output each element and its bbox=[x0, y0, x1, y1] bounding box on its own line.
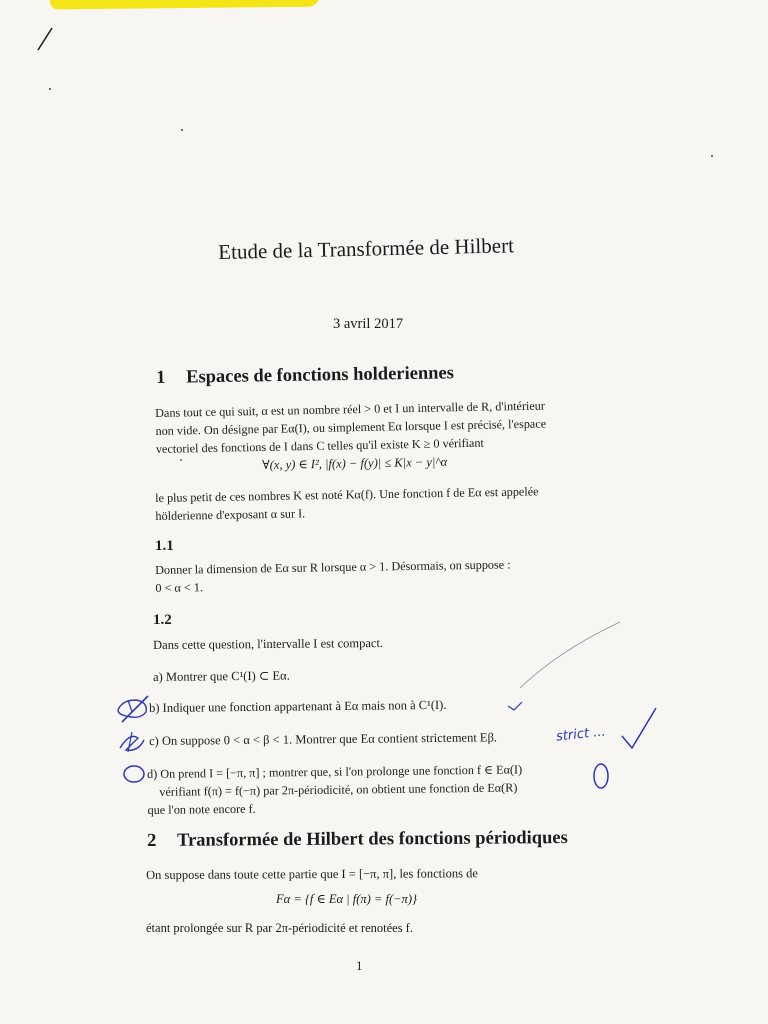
page-number: 1 bbox=[356, 958, 363, 973]
section-1-intro bbox=[155, 396, 596, 458]
section-2-heading bbox=[147, 828, 568, 852]
question-1-2-a: a) Montrer que C¹(I) ⊂ Eα. bbox=[153, 668, 290, 684]
text-line: Dans tout ce qui suit, α est un nombre réel > 0 et I un intervalle de R, d'intérieur bbox=[155, 398, 546, 420]
section-2-intro: On suppose dans toute cette partie que I = [−π, π], les fonctions de bbox=[146, 866, 478, 882]
section-2-number: 2 bbox=[147, 830, 157, 851]
text-line: hölderienne d'exposant α sur I. bbox=[155, 506, 306, 523]
text-line: que l'on note encore f. bbox=[147, 801, 256, 817]
ring-d-icon bbox=[594, 764, 608, 788]
circle-d-icon bbox=[124, 766, 144, 782]
pen-stroke-topleft bbox=[38, 28, 52, 50]
tick-b-icon bbox=[508, 702, 522, 710]
text-line: le plus petit de ces nombres K est noté Kα(f). Une fonction f de Eα est appelée bbox=[155, 484, 539, 505]
section-1-definition bbox=[155, 481, 596, 525]
question-1-2-d bbox=[147, 760, 588, 819]
text-line: 0 < α < 1. bbox=[155, 580, 204, 595]
pencil-stroke bbox=[520, 622, 620, 688]
section-1-title: Espaces de fonctions holderiennes bbox=[185, 363, 455, 388]
document-date: 3 avril 2017 bbox=[333, 316, 404, 332]
section-1-number: 1 bbox=[156, 367, 166, 388]
check-c-icon bbox=[622, 708, 656, 748]
question-1-1-number: 1.1 bbox=[155, 538, 174, 554]
f-alpha-definition: Fα = {f ∈ Eα | f(π) = f(−π)} bbox=[276, 892, 417, 906]
question-1-2-number: 1.2 bbox=[153, 612, 172, 628]
text-line: vérifiant f(π) = f(−π) par 2π-périodicité, on obtient une fonction de Eα(R) bbox=[159, 780, 518, 799]
text-line: Donner la dimension de Eα sur R lorsque α > 1. Désormais, on suppose : bbox=[155, 557, 511, 577]
text-line: d) On prend I = [−π, π] ; montrer que, si l'on prolonge une fonction f ∈ Eα(I) bbox=[147, 762, 523, 781]
section-2-title: Transformée de Hilbert des fonctions périodiques bbox=[176, 828, 568, 851]
section-2-after: étant prolongée sur R par 2π-périodicité et renotées f. bbox=[146, 921, 413, 935]
text-line: vectoriel des fonctions de I dans C telles qu'il existe K ≥ 0 vérifiant bbox=[155, 435, 484, 456]
text-line: non vide. On désigne par Eα(I), ou simplement Eα lorsque I est précisé, l'espace bbox=[155, 416, 547, 438]
document-title: Etude de la Transformée de Hilbert bbox=[218, 233, 515, 264]
question-1-1-text bbox=[155, 554, 596, 597]
question-1-2-b: b) Indiquer une fonction appartenant à Eα mais non à C¹(I). bbox=[149, 697, 447, 715]
holder-formula: ∀(x, y) ∈ I², |f(x) − f(y)| ≤ K|x − y|^α bbox=[262, 454, 448, 472]
question-1-2-c: c) On suppose 0 < α < β < 1. Montrer que Eα contient strictement Eβ. bbox=[149, 730, 498, 748]
question-1-2-intro: Dans cette question, l'intervalle I est compact. bbox=[153, 635, 384, 652]
alpha-mark-c-icon bbox=[120, 736, 144, 750]
handwritten-note-strict: strict ... bbox=[555, 724, 607, 745]
